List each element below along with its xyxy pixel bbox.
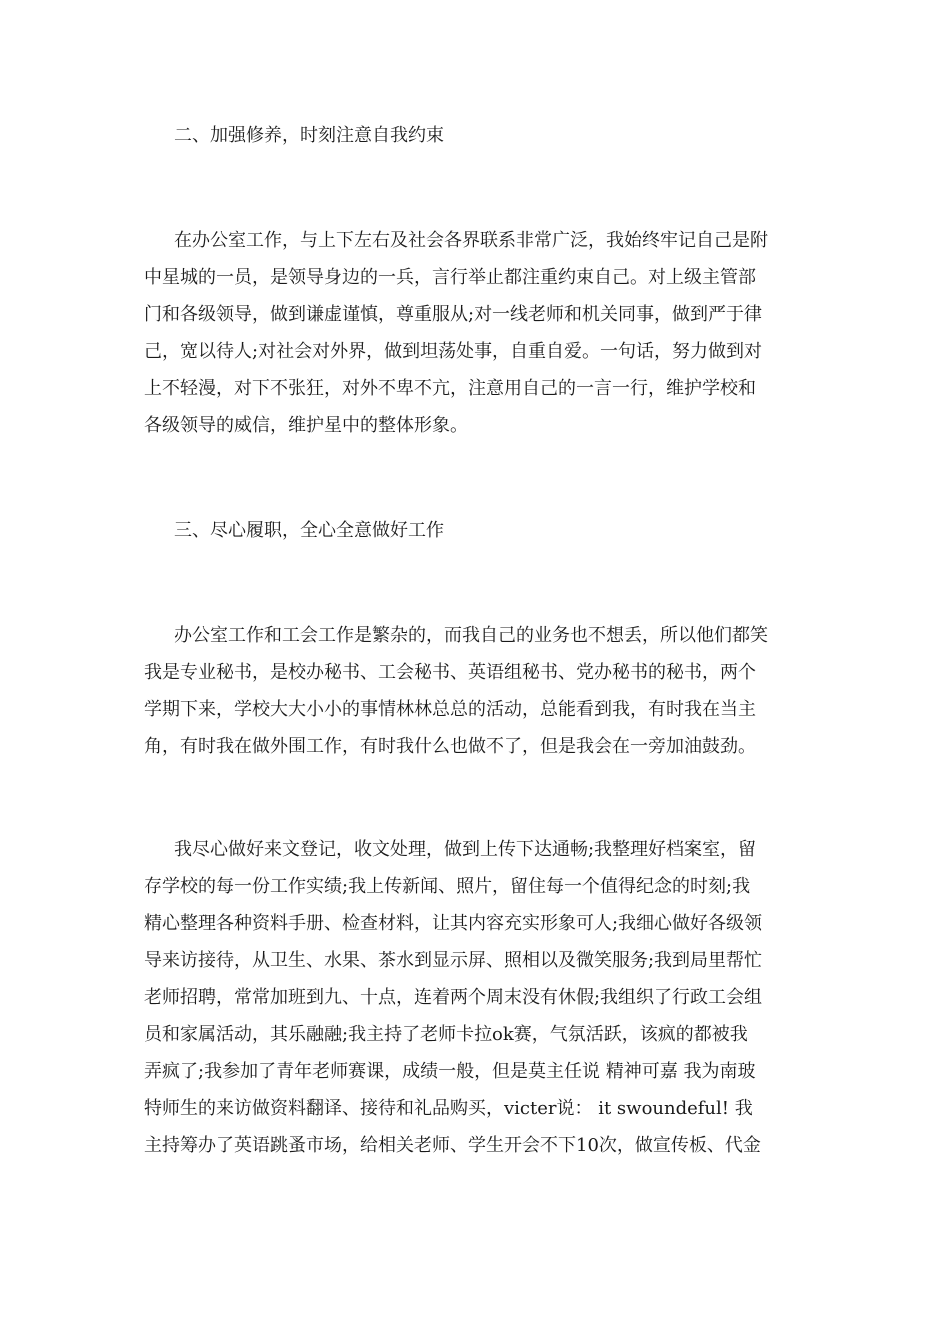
- paragraph-line: 老师招聘，常常加班到九、十点，连着两个周末没有休假;我组织了行政工会组: [144, 987, 763, 1008]
- paragraph-line: 我是专业秘书，是校办秘书、工会秘书、英语组秘书、党办秘书的秘书，两个: [144, 662, 756, 683]
- paragraph-line: 中星城的一员，是领导身边的一兵，言行举止都注重约束自己。对上级主管部: [144, 267, 756, 288]
- paragraph-line: 角，有时我在做外围工作，有时我什么也做不了，但是我会在一旁加油鼓劲。: [144, 736, 756, 757]
- paragraph-line: 门和各级领导，做到谦虚谨慎，尊重服从;对一线老师和机关同事，做到严于律: [144, 304, 763, 325]
- paragraph-line: 弄疯了;我参加了青年老师赛课，成绩一般，但是莫主任说 精神可嘉 我为南玻: [144, 1061, 756, 1082]
- paragraph-line: 各级领导的威信，维护星中的整体形象。: [144, 415, 468, 436]
- paragraph-line: 学期下来，学校大大小小的事情林林总总的活动，总能看到我，有时我在当主: [144, 699, 756, 720]
- paragraph-discipline: [144, 222, 804, 444]
- paragraph-duties: [144, 831, 804, 1164]
- paragraph-line: 精心整理各种资料手册、检查材料，让其内容充实形象可人;我细心做好各级领: [144, 913, 763, 934]
- paragraph-line: 我尽心做好来文登记，收文处理，做到上传下达通畅;我整理好档案室，留: [174, 839, 757, 860]
- paragraph-line: 己，宽以待人;对社会对外界，做到坦荡处事，自重自爱。一句话，努力做到对: [144, 341, 763, 362]
- paragraph-line: 办公室工作和工会工作是繁杂的，而我自己的业务也不想丢，所以他们都笑: [174, 625, 768, 646]
- paragraph-line: 特师生的来访做资料翻译、接待和礼品购买，victer说： it swoundeful! 我: [144, 1098, 753, 1119]
- paragraph-line: 上不轻漫，对下不张狂，对外不卑不亢，注意用自己的一言一行，维护学校和: [144, 378, 756, 399]
- section-heading-2: 二、加强修养，时刻注意自我约束: [174, 125, 444, 146]
- section-heading-3: 三、尽心履职，全心全意做好工作: [174, 520, 444, 541]
- paragraph-line: 员和家属活动，其乐融融;我主持了老师卡拉ok赛，气氛活跃，该疯的都被我: [144, 1024, 748, 1045]
- paragraph-line: 在办公室工作，与上下左右及社会各界联系非常广泛，我始终牢记自己是附: [174, 230, 768, 251]
- paragraph-line: 存学校的每一份工作实绩;我上传新闻、照片，留住每一个值得纪念的时刻;我: [144, 876, 751, 897]
- paragraph-line: 导来访接待，从卫生、水果、茶水到显示屏、照相以及微笑服务;我到局里帮忙: [144, 950, 763, 971]
- paragraph-line: 主持筹办了英语跳蚤市场，给相关老师、学生开会不下10次，做宣传板、代金: [144, 1135, 761, 1156]
- paragraph-workload: [144, 617, 804, 765]
